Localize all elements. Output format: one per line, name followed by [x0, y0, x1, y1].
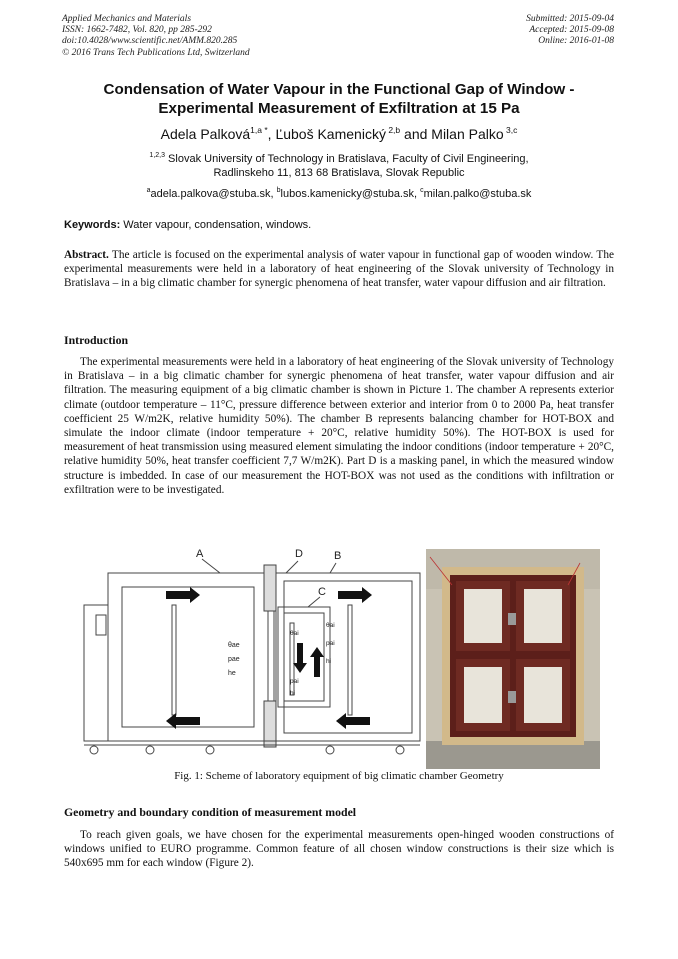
wheel — [90, 746, 98, 754]
email-a: adela.palkova@stuba.sk, — [150, 188, 277, 200]
title-line-1: Condensation of Water Vapour in the Functional Gap of Window - — [103, 81, 575, 98]
author-3: Milan Palko — [431, 126, 504, 142]
label-left-h: he — [228, 670, 236, 677]
label-d-leader — [286, 561, 298, 573]
affiliation — [64, 149, 614, 180]
label-a-leader — [202, 559, 220, 573]
figure-1-caption: Fig. 1: Scheme of laboratory equipment of big climatic chamber Geometry — [174, 770, 504, 782]
chamber-a-baffle — [172, 605, 176, 715]
label-mid-p: pai — [290, 678, 299, 685]
label-left-p: pae — [228, 656, 240, 663]
arrow-right-icon — [338, 587, 372, 603]
author-list — [64, 121, 614, 143]
photo-glass — [524, 667, 562, 723]
author-separator: , — [267, 126, 276, 142]
photo-glass — [464, 589, 502, 643]
email-c: milan.palko@stuba.sk — [423, 188, 532, 200]
geometry-paragraph: To reach given goals, we have chosen for the experimental measurements open-hinged wooden constructions of windows unified to EURO programme. Common feature of all chosen window constructions is their size which is 540x695 mm for each window (Figure 2). — [64, 829, 614, 870]
author-3-sup: 3,c — [503, 125, 518, 135]
doi-line: doi:10.4028/www.scientific.net/AMM.820.285 — [62, 36, 238, 47]
label-c-leader — [308, 597, 320, 607]
arrow-down-icon — [293, 643, 307, 673]
label-mid-h: hi — [290, 690, 296, 697]
author-1: Adela Palková — [160, 126, 251, 142]
photo-floor — [426, 741, 600, 769]
photo-handle — [508, 691, 516, 703]
author-1-sup: 1,a * — [250, 125, 268, 135]
abstract — [64, 248, 614, 291]
chamber-a-side-vent — [96, 615, 106, 635]
introduction-heading: Introduction — [64, 333, 129, 347]
window-sample — [268, 611, 274, 701]
photo-glass — [464, 667, 502, 723]
submitted-date: Submitted: 2015-09-04 — [526, 14, 614, 24]
online-date: Online: 2016-01-08 — [538, 36, 614, 47]
window-photo — [426, 549, 600, 769]
chamber-scheme-diagram — [80, 545, 600, 770]
label-a: A — [196, 548, 204, 560]
wheel — [326, 746, 334, 754]
issn-line: ISSN: 1662-7482, Vol. 820, pp 285-292 — [62, 25, 212, 36]
affiliation-line-1 — [64, 149, 614, 166]
title-line-2: Experimental Measurement of Exfiltration at 15 Pa — [158, 100, 520, 117]
wheel — [206, 746, 214, 754]
affiliation-text-1: Slovak University of Technology in Bratislava, Faculty of Civil Engineering, — [165, 153, 529, 165]
header-right — [526, 14, 614, 48]
header-left — [62, 14, 250, 59]
arrow-right-icon — [166, 587, 200, 603]
keywords — [64, 219, 614, 231]
author-2-sup: 2,b — [385, 125, 401, 135]
email-list — [64, 184, 614, 201]
keywords-text: Water vapour, condensation, windows. — [120, 219, 312, 231]
paper-title — [64, 80, 614, 118]
copyright-line: © 2016 Trans Tech Publications Ltd, Switzerland — [62, 47, 250, 58]
wheel — [396, 746, 404, 754]
label-right-p: pai — [326, 640, 335, 647]
email-b-sup: b — [276, 187, 281, 194]
arrow-up-icon — [310, 647, 324, 677]
chamber-b-baffle — [348, 605, 352, 715]
label-left-theta: θae — [228, 642, 240, 649]
photo-handle — [508, 613, 516, 625]
affiliation-sup: 1,2,3 — [149, 152, 165, 159]
label-c: C — [318, 586, 326, 598]
label-right-h: hi — [326, 658, 332, 665]
email-a-sup: a — [146, 187, 151, 194]
masking-panel-bottom — [264, 701, 276, 747]
label-b-leader — [330, 563, 336, 573]
email-c-sup: c — [420, 187, 424, 194]
label-d: D — [295, 548, 303, 560]
wheel — [146, 746, 154, 754]
keywords-label: Keywords: — [64, 219, 121, 231]
abstract-text: The article is focused on the experimental analysis of water vapour in functional gap of wooden window. The experimental measurements were held in a laboratory of heat engineering of the Slovak university of Technology in Bratislava – in a big climatic chamber for synergic phenomena of heat transfer, water vapour diffusion and air filtration. — [64, 249, 614, 290]
accepted-date: Accepted: 2015-09-08 — [529, 25, 614, 36]
photo-glass — [524, 589, 562, 643]
abstract-label: Abstract. — [64, 249, 109, 261]
geometry-heading: Geometry and boundary condition of measurement model — [64, 805, 357, 819]
email-b: lubos.kamenicky@stuba.sk, — [280, 188, 421, 200]
figure-1 — [80, 545, 600, 770]
journal-name: Applied Mechanics and Materials — [62, 14, 192, 24]
label-right-theta: θai — [326, 622, 335, 629]
introduction-paragraph: The experimental measurements were held in a laboratory of heat engineering of the Slovak university of Technology in Bratislava – in a big climatic chamber for synergic phenomena of heat transfer, water vapour diffusion and air filtration. The measuring equipment of a big climatic chamber is shown in Picture 1. The chamber A represents exterior climate (outdoor temperature – 11°C, pressure difference between exterior and interior from 0 to 2000 Pa, heat transfer coefficient 25 W/m2K, relative humidity 50%). The chamber B represents balancing chamber for HOT-BOX and simulate the indoor climate (indoor temperature + 20°C, relative humidity 50%). The HOT-BOX is used for measurement of heat transmission using measured element simulating the indoor conditions (indoor temperature + 20°C, relative humidity 50%, heat transfer coefficient 7,7 W/m2K). Part D is a masking panel, in which the measured window structure is imbedded. In case of our measurement the HOT-BOX was not used as the conditions with infiltration or exfiltration were to be investigated. — [64, 356, 614, 496]
affiliation-line-2: Radlinskeho 11, 813 68 Bratislava, Slovak Republic — [213, 167, 465, 179]
masking-panel-top — [264, 565, 276, 611]
author-2: Ľuboš Kamenický — [275, 126, 386, 142]
label-mid-theta: θai — [290, 630, 299, 637]
label-b: B — [334, 550, 342, 562]
arrow-left-icon — [336, 713, 370, 729]
author-separator: and — [400, 126, 432, 142]
